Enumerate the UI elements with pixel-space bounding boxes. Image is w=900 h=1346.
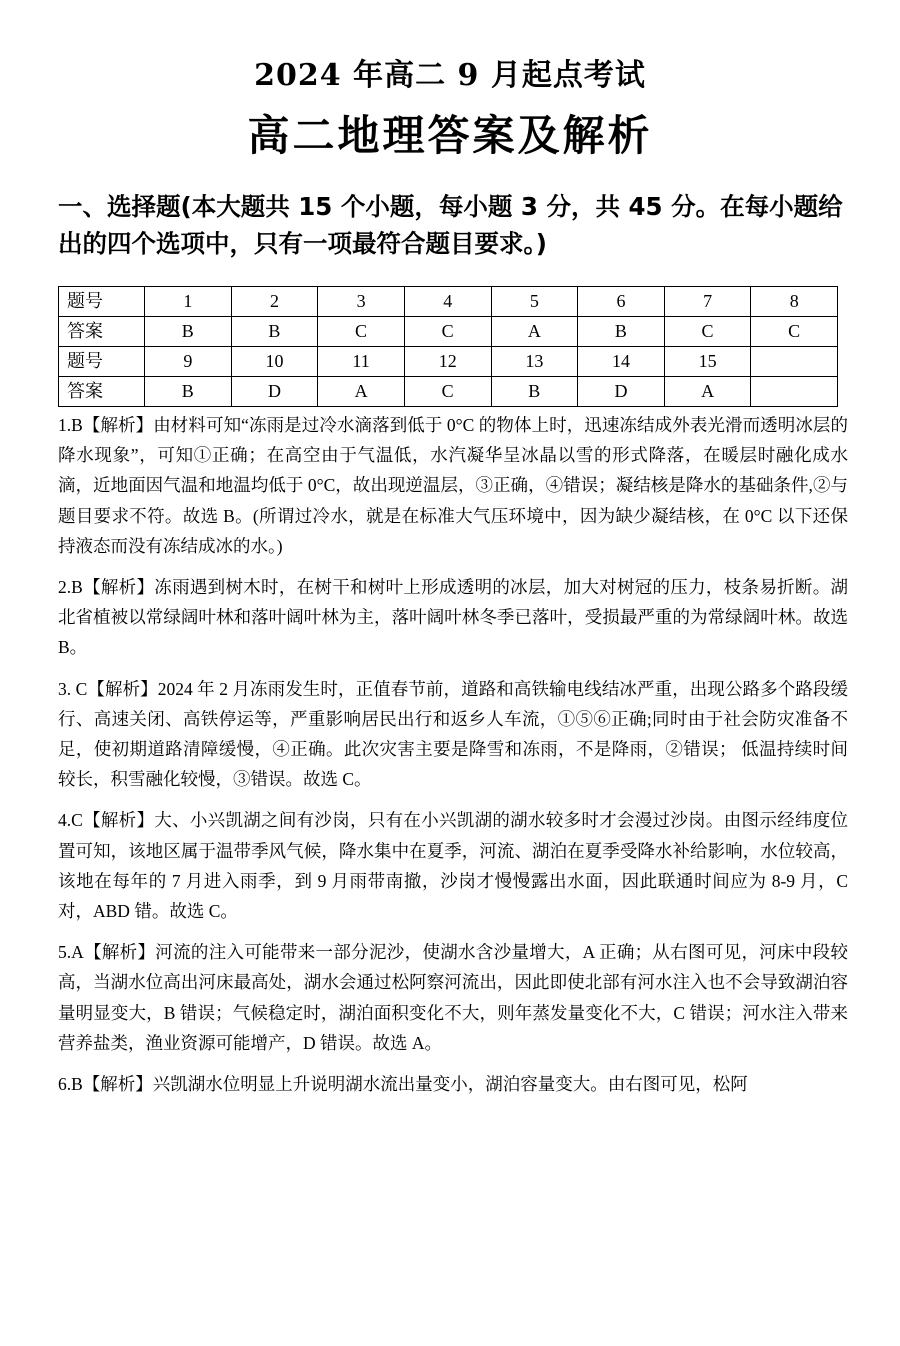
table-cell: C (664, 317, 751, 347)
table-cell: 15 (664, 347, 751, 377)
table-cell: 12 (404, 347, 491, 377)
table-cell: 4 (404, 287, 491, 317)
section-heading: 一、选择题(本大题共 15 个小题，每小题 3 分，共 45 分。在每小题给出的四个选项中，只有一项最符合题目要求。) (58, 192, 843, 258)
exam-title: 2024 年高二 9 月起点考试 (254, 58, 646, 93)
document-title: 高二地理答案及解析 (247, 111, 653, 160)
table-cell: 7 (664, 287, 751, 317)
explanations (58, 410, 848, 1110)
table-cell: 13 (491, 347, 578, 377)
table-cell: B (231, 317, 318, 347)
table-cell: B (145, 317, 232, 347)
table-cell: 11 (318, 347, 405, 377)
row-label: 题号 (59, 287, 145, 317)
row-label: 题号 (59, 347, 145, 377)
table-cell: D (578, 377, 665, 407)
table-cell: 9 (145, 347, 232, 377)
table-cell: A (664, 377, 751, 407)
table-cell (751, 377, 838, 407)
explanation-item: 2.B【解析】冻雨遇到树木时，在树干和树叶上形成透明的冰层，加大对树冠的压力，枝条易折断。湖北省植被以常绿阔叶林和落叶阔叶林为主，落叶阔叶林冬季已落叶，受损最严重的为常绿阔叶林。故选 B。 (58, 577, 848, 658)
explanation-item: 3. C【解析】2024 年 2 月冻雨发生时，正值春节前，道路和高铁输电线结冰严重，出现公路多个路段缓行、高速关闭、高铁停运等，严重影响居民出行和返乡人车流，①⑤⑥正确;同时由于社会防灾准备不足，使初期道路清障缓慢，④正确。此次灾害主要是降雪和冻雨，不是降雨，②错误； 低温持续时间较长，积雪融化较慢，③错误。故选 C。 (58, 678, 848, 790)
table-cell (751, 347, 838, 377)
explanation-item: 1.B【解析】由材料可知“冻雨是过冷水滴落到低于 0°C 的物体上时，迅速冻结成外表光滑而透明冰层的降水现象”，可知①正确；在高空由于气温低，水汽凝华呈冰晶以雪的形式降落，在暖层时融化成水滴，近地面因气温和地温均低于 0°C，故出现逆温层，③正确，④错误；凝结核是降水的基础条件,②与题目要求不符。故选 B。(所谓过冷水，就是在标准大气压环境中，因为缺少凝结核，在 0°C 以下还保持液态而没有冻结成冰的水。) (58, 415, 848, 556)
table-cell: 3 (318, 287, 405, 317)
table-cell: A (318, 377, 405, 407)
table-cell: 1 (145, 287, 232, 317)
table-cell: B (145, 377, 232, 407)
explanation-item: 4.C【解析】大、小兴凯湖之间有沙岗，只有在小兴凯湖的湖水较多时才会漫过沙岗。由图示经纬度位置可知，该地区属于温带季风气候，降水集中在夏季，河流、湖泊在夏季受降水补给影响，水位较高，该地在每年的 7 月进入雨季，到 9 月雨带南撤，沙岗才慢慢露出水面，因此联通时间应为 8-9 月，C 对，ABD 错。故选 C。 (58, 810, 848, 922)
table-cell: 8 (751, 287, 838, 317)
row-label: 答案 (59, 377, 145, 407)
table-cell: 14 (578, 347, 665, 377)
table-cell: C (404, 317, 491, 347)
table-cell: B (578, 317, 665, 347)
table-cell: C (318, 317, 405, 347)
table-row (59, 287, 838, 317)
table-cell: C (751, 317, 838, 347)
table-cell: A (491, 317, 578, 347)
table-cell: 2 (231, 287, 318, 317)
answer-table (58, 286, 838, 407)
table-row (59, 377, 838, 407)
table-cell: D (231, 377, 318, 407)
table-cell: 5 (491, 287, 578, 317)
table-cell: 6 (578, 287, 665, 317)
table-cell: C (404, 377, 491, 407)
table-cell: 10 (231, 347, 318, 377)
table-cell: B (491, 377, 578, 407)
explanation-item: 6.B【解析】兴凯湖水位明显上升说明湖水流出量变小，湖泊容量变大。由右图可见，松阿 (58, 1074, 748, 1095)
row-label: 答案 (59, 317, 145, 347)
explanation-item: 5.A【解析】河流的注入可能带来一部分泥沙，使湖水含沙量增大，A 正确；从右图可见，河床中段较高，当湖水位高出河床最高处，湖水会通过松阿察河流出，因此即使北部有河水注入也不会导致湖泊容量明显变大，B 错误；气候稳定时，湖泊面积变化不大，则年蒸发量变化不大，C 错误；河水注入带来营养盐类，渔业资源可能增产，D 错误。故选 A。 (58, 942, 848, 1053)
table-row (59, 347, 838, 377)
table-row (59, 317, 838, 347)
